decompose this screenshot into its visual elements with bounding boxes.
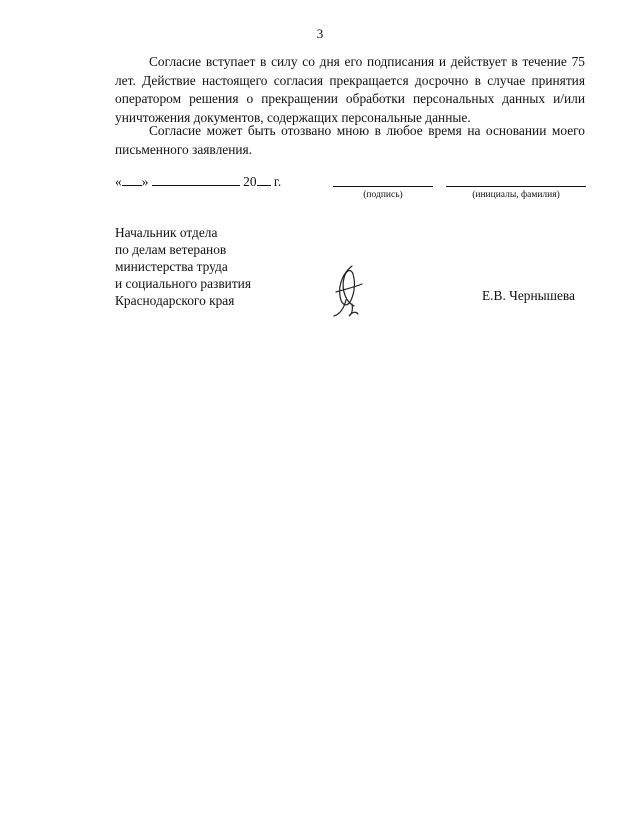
- position-line: Начальник отдела: [115, 225, 218, 240]
- page-number: 3: [316, 26, 324, 41]
- signature-blank-line: [333, 186, 433, 187]
- month-blank: [152, 172, 240, 186]
- position-line: и социального развития: [115, 276, 251, 291]
- position-line: министерства труда: [115, 259, 228, 274]
- name-caption: (инициалы, фамилия): [472, 190, 560, 200]
- year-blank: [257, 172, 271, 186]
- year-prefix: 20: [243, 174, 257, 189]
- year-suffix: г.: [273, 174, 282, 189]
- paragraph-revocation: Согласие может быть отозвано мною в любое время на основании моего письменного заявления.: [115, 123, 585, 157]
- handwritten-signature: [322, 262, 372, 318]
- position-line: по делам ветеранов: [115, 242, 227, 257]
- day-blank: [122, 172, 142, 186]
- date-quote-close: »: [141, 174, 149, 189]
- name-blank-line: [446, 186, 586, 187]
- position-title: [115, 224, 251, 309]
- signer-name: Е.В. Чернышева: [482, 288, 576, 303]
- position-line: Краснодарского края: [115, 293, 235, 308]
- date-line: [115, 172, 281, 190]
- signature-caption: (подпись): [363, 190, 403, 200]
- date-quote-open: «: [115, 174, 122, 189]
- paragraph-validity: Согласие вступает в силу со дня его подписания и действует в течение 75 лет. Действие настоящего согласия прекращается досрочно в случае принятия оператором решения о прекращении обработки персональных данных и/или уничтожения документов, содержащих персональные данные.: [115, 54, 585, 125]
